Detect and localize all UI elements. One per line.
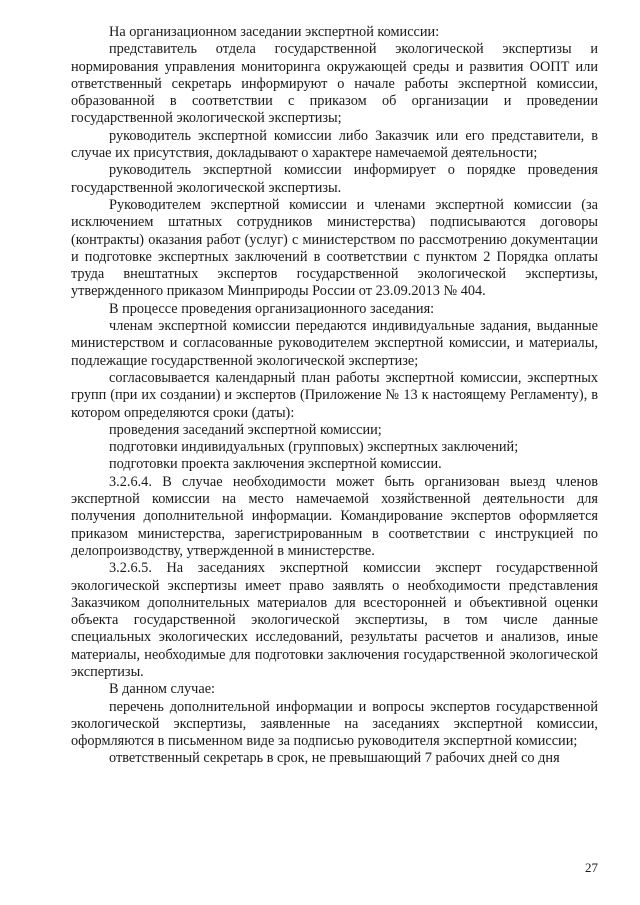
document-body xyxy=(71,24,598,768)
paragraph: На организационном заседании экспертной комиссии: xyxy=(109,24,440,40)
paragraph: согласовывается календарный план работы экспертной комиссии, экспертных групп (при их создании) и экспертов (Приложение № 13 к настоящему Регламенту), в котором определяются сроки (даты): xyxy=(71,369,598,421)
paragraph: Руководителем экспертной комиссии и членами экспертной комиссии (за исключением штатных сотрудников министерства) подписываются договоры (контракты) оказания работ (услуг) с министерством по рассмотрению документации и подготовке экспертных заключений в соответствии с пунктом 2 Порядка оплаты труда внештатных экспертов государственной экологической экспертизы, утвержденного приказом Минприроды России от 23.09.2013 № 404. xyxy=(71,196,598,300)
paragraph: В процессе проведения организационного заседания: xyxy=(109,300,435,317)
paragraph: 3.2.6.4. В случае необходимости может быть организован выезд членов экспертной комиссии на место намечаемой хозяйственной деятельности для получения дополнительной информации. Командирование экспертов оформляется приказом министерства, зарегистрированным в соответствии с инструкцией по делопроизводству, утвержденной в министерстве. xyxy=(71,473,598,559)
page-number: 27 xyxy=(585,860,598,875)
paragraph: членам экспертной комиссии передаются индивидуальные задания, выданные министерством и согласованные руководителем экспертной комиссии, и материалы, подлежащие государственной экологической экспертизе; xyxy=(71,318,598,369)
paragraph: ответственный секретарь в срок, не превышающий 7 рабочих дней со дня xyxy=(109,750,560,767)
paragraph: перечень дополнительной информации и вопросы экспертов государственной экологической экспертизы, заявленные на заседаниях экспертной комиссии, оформляются в письменном виде за подписью руководителя экспертной комиссии; xyxy=(71,698,598,750)
paragraph: В данном случае: xyxy=(109,681,216,698)
paragraph: представитель отдела государственной экологической экспертизы и нормирования управления мониторинга окружающей среды и развития ООПТ или ответственный секретарь информируют о начале работы экспертной комиссии, образованной в соответствии с приказом об организации и проведении государственной экологической экспертизы; xyxy=(71,41,598,127)
paragraph: 3.2.6.5. На заседаниях экспертной комиссии эксперт государственной экологической экспертизы имеет право заявлять о необходимости представления Заказчиком дополнительных материалов для всесторонней и объективной оценки объекта государственной экологической экспертизы, в том числе данные специальных экологических исследований, результаты расчетов и анализов, иные материалы, необходимые для подготовки заключения государственной экологической экспертизы. xyxy=(71,560,598,680)
paragraph: проведения заседаний экспертной комиссии; xyxy=(109,421,382,438)
paragraph: руководитель экспертной комиссии либо Заказчик или его представители, в случае их присутствия, докладывают о характере намечаемой деятельности; xyxy=(71,127,598,162)
paragraph: подготовки индивидуальных (групповых) экспертных заключений; xyxy=(109,439,519,456)
paragraph: руководитель экспертной комиссии информирует о порядке проведения государственной экологической экспертизы. xyxy=(71,162,598,196)
paragraph: подготовки проекта заключения экспертной комиссии. xyxy=(109,456,442,473)
